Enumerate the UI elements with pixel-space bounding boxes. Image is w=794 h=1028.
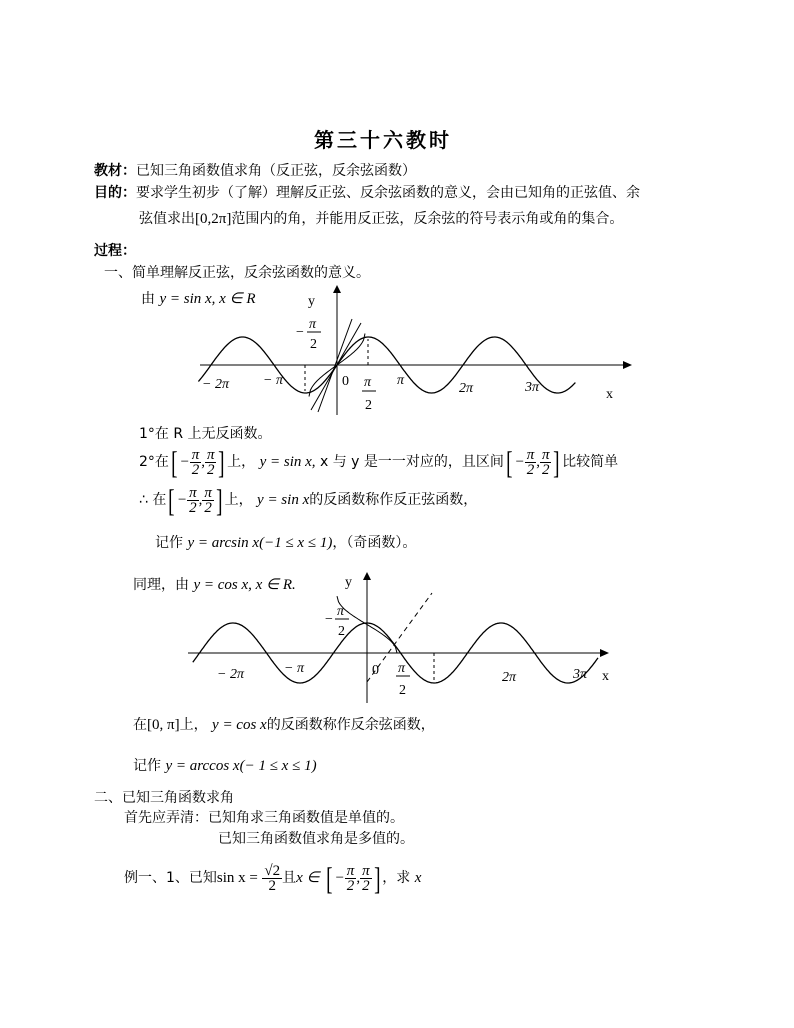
from-sin-prefix: 由 bbox=[141, 291, 155, 307]
cos-y-label: y bbox=[345, 575, 352, 590]
bracket-left: [ bbox=[506, 444, 513, 480]
frac-pi-2: $\frac{\pi}{2}$ bbox=[346, 862, 355, 894]
similarly-math: y = cos x, x ∈ R. bbox=[193, 577, 296, 593]
frac-pi-2: $\frac{\pi}{2}$ bbox=[362, 862, 370, 894]
tick-neg-pi: − π bbox=[263, 373, 283, 388]
cos-neg-pi-half-label bbox=[325, 604, 349, 639]
on-cos-b: 上， bbox=[179, 717, 208, 733]
frac-sqrt2-over-2: $\frac{√2}{2}$ bbox=[264, 862, 281, 894]
goal-line-2 bbox=[139, 208, 623, 228]
cosine-graph bbox=[180, 568, 620, 708]
example-x: x ∈ bbox=[296, 870, 320, 886]
cos-x-label: x bbox=[602, 669, 609, 684]
frac-den: 2 bbox=[338, 624, 345, 639]
note-3: ∴ 在[ − $\frac{\pi}{2}$ , $\frac{\pi}{2}$ ] 上， y = sin x的反函数称作反正弦函数， bbox=[139, 482, 478, 518]
example-c: ，求 bbox=[382, 870, 411, 886]
from-sin-math: y = sin x, x ∈ R bbox=[159, 291, 256, 307]
cos-tick-zero: 0 bbox=[372, 663, 379, 678]
clarify-label: 首先应弄清： bbox=[124, 810, 208, 826]
pi-num: π bbox=[337, 604, 345, 619]
record-sin-math: y = arcsin x(−1 ≤ x ≤ 1) bbox=[187, 535, 333, 551]
goal-line-1 bbox=[94, 182, 640, 202]
on-cos-line bbox=[133, 714, 435, 734]
material-label: 教材： bbox=[94, 163, 136, 179]
tick-2pi: 2π bbox=[459, 381, 474, 396]
on-cos-interval: [0, π] bbox=[147, 717, 180, 733]
section2-heading: 二、已知三角函数求角 bbox=[94, 790, 234, 806]
example-sin: sin x = bbox=[216, 870, 258, 886]
note3-b: 上， bbox=[224, 492, 253, 508]
goal-text-2b: 范围内的角，并能用反正弦，反余弦的符号表示角或角的集合。 bbox=[231, 211, 624, 227]
bracket-left: [ bbox=[168, 482, 175, 518]
goal-interval: [0,2π] bbox=[195, 211, 232, 227]
note2-c: x 与 y 是一一对应的，且区间 bbox=[320, 454, 504, 470]
note2-d: 比较简单 bbox=[562, 454, 619, 470]
frac-den: 2 bbox=[399, 683, 406, 698]
on-cos-c: 的反函数称作反余弦函数， bbox=[266, 717, 435, 733]
goal-text-2a: 弦值求出 bbox=[139, 211, 195, 227]
bracket-left: [ bbox=[171, 444, 178, 480]
sine-neg-pi-half-label bbox=[296, 317, 321, 352]
section1-heading: 一、简单理解反正弦，反余弦函数的意义。 bbox=[104, 265, 370, 281]
note-2: 2°在[ − $\frac{\pi}{2}$ , $\frac{\pi}{2}$ ] 上， y = sin x, x 与 y 是一一对应的，且区间[ − $\frac{\pi}{2}$ , $\frac{\pi}{2}$ ] 比较简单 bbox=[139, 444, 619, 480]
frac-den: 2 bbox=[365, 398, 372, 413]
frac-pi-2: $\frac{\pi}{2}$ bbox=[189, 484, 197, 516]
sine-x-label: x bbox=[606, 387, 613, 402]
frac-pi-2: $\frac{\pi}{2}$ bbox=[191, 446, 200, 478]
cos-tick-2pi: 2π bbox=[502, 670, 517, 685]
minus-sign: − bbox=[296, 325, 304, 340]
record-cos-math: y = arccos x(− 1 ≤ x ≤ 1) bbox=[165, 758, 317, 774]
cos-tick-neg-2pi: − 2π bbox=[217, 667, 244, 682]
record-sin-b: ，（奇函数）。 bbox=[332, 535, 417, 551]
bracket-right: ] bbox=[218, 444, 226, 480]
frac-pi-2: $\frac{\pi}{2}$ bbox=[204, 484, 212, 516]
note-1: 1°在 R 上无反函数。 bbox=[139, 426, 272, 442]
bracket-right: ] bbox=[553, 444, 561, 480]
note2-a: 2°在 bbox=[139, 454, 169, 470]
note3-math: y = sin x bbox=[257, 492, 310, 508]
pi-num: π bbox=[309, 317, 317, 332]
material-text: 已知三角函数值求角（反正弦，反余弦函数） bbox=[136, 163, 416, 179]
process-label: 过程： bbox=[94, 243, 136, 259]
sine-x-arrow bbox=[623, 361, 632, 369]
record-arccos bbox=[133, 755, 317, 775]
minus-sign: − bbox=[325, 612, 333, 627]
tangent-line-1 bbox=[311, 323, 361, 410]
note3-a: ∴ 在 bbox=[139, 492, 167, 508]
note3-c: 的反函数称作反正弦函数， bbox=[309, 492, 478, 508]
frac-den: 2 bbox=[310, 337, 317, 352]
cos-tick-neg-pi: − π bbox=[284, 661, 304, 676]
note2-math: y = sin x, bbox=[259, 454, 316, 470]
on-cos-a: 在 bbox=[133, 717, 147, 733]
pi-num: π bbox=[398, 661, 406, 676]
clarify-line-1 bbox=[124, 807, 404, 827]
frac-pi-2: $\frac{\pi}{2}$ bbox=[206, 446, 215, 478]
minus: − bbox=[179, 454, 190, 470]
tick-pi: π bbox=[397, 373, 405, 388]
on-cos-math: y = cos x bbox=[212, 717, 267, 733]
tick-zero: 0 bbox=[342, 374, 349, 389]
goal-label: 目的： bbox=[94, 185, 136, 201]
cos-x-arrow bbox=[600, 649, 609, 657]
cos-y-arrow bbox=[363, 572, 371, 580]
tick-neg-2pi: − 2π bbox=[202, 377, 229, 392]
example-b: 且 bbox=[282, 870, 297, 886]
bracket-right: ] bbox=[373, 860, 381, 896]
tick-pi-half bbox=[362, 375, 376, 413]
page-title: 第三十六教时 bbox=[314, 128, 452, 152]
example-a: 例一、1、已知 bbox=[124, 870, 217, 886]
cos-tick-3pi: 3π bbox=[573, 667, 588, 682]
example-1: 例一、1、已知sin x = $\frac{√2}{2}$ 且x ∈ [ − $\frac{\pi}{2}$ , $\frac{\pi}{2}$ ] ，求 x bbox=[124, 860, 422, 896]
record-arcsin bbox=[155, 532, 416, 552]
pi-num: π bbox=[364, 375, 372, 390]
goal-text-1: 要求学生初步（了解）理解反正弦、反余弦函数的意义，会由已知角的正弦值、余 bbox=[136, 185, 640, 201]
bracket-right: ] bbox=[216, 482, 223, 518]
sine-y-label: y bbox=[308, 294, 315, 309]
clarify-1: 已知角求三角函数值是单值的。 bbox=[208, 810, 404, 826]
clarify-line-2: 已知三角函数值求角是多值的。 bbox=[218, 831, 414, 847]
similarly-prefix: 同理，由 bbox=[133, 577, 189, 593]
frac-pi-2: $\frac{\pi}{2}$ bbox=[541, 446, 550, 478]
record-sin-a: 记作 bbox=[155, 535, 183, 551]
record-cos-a: 记作 bbox=[133, 758, 161, 774]
sine-graph bbox=[190, 285, 650, 425]
sine-y-arrow bbox=[333, 285, 341, 293]
frac-pi-2: $\frac{\pi}{2}$ bbox=[526, 446, 535, 478]
bracket-left: [ bbox=[326, 860, 333, 896]
material-line bbox=[94, 160, 416, 180]
note2-b: 上， bbox=[227, 454, 256, 470]
tick-3pi: 3π bbox=[525, 380, 540, 395]
cos-tick-pi-half bbox=[396, 661, 410, 698]
example-var: x bbox=[414, 870, 422, 886]
